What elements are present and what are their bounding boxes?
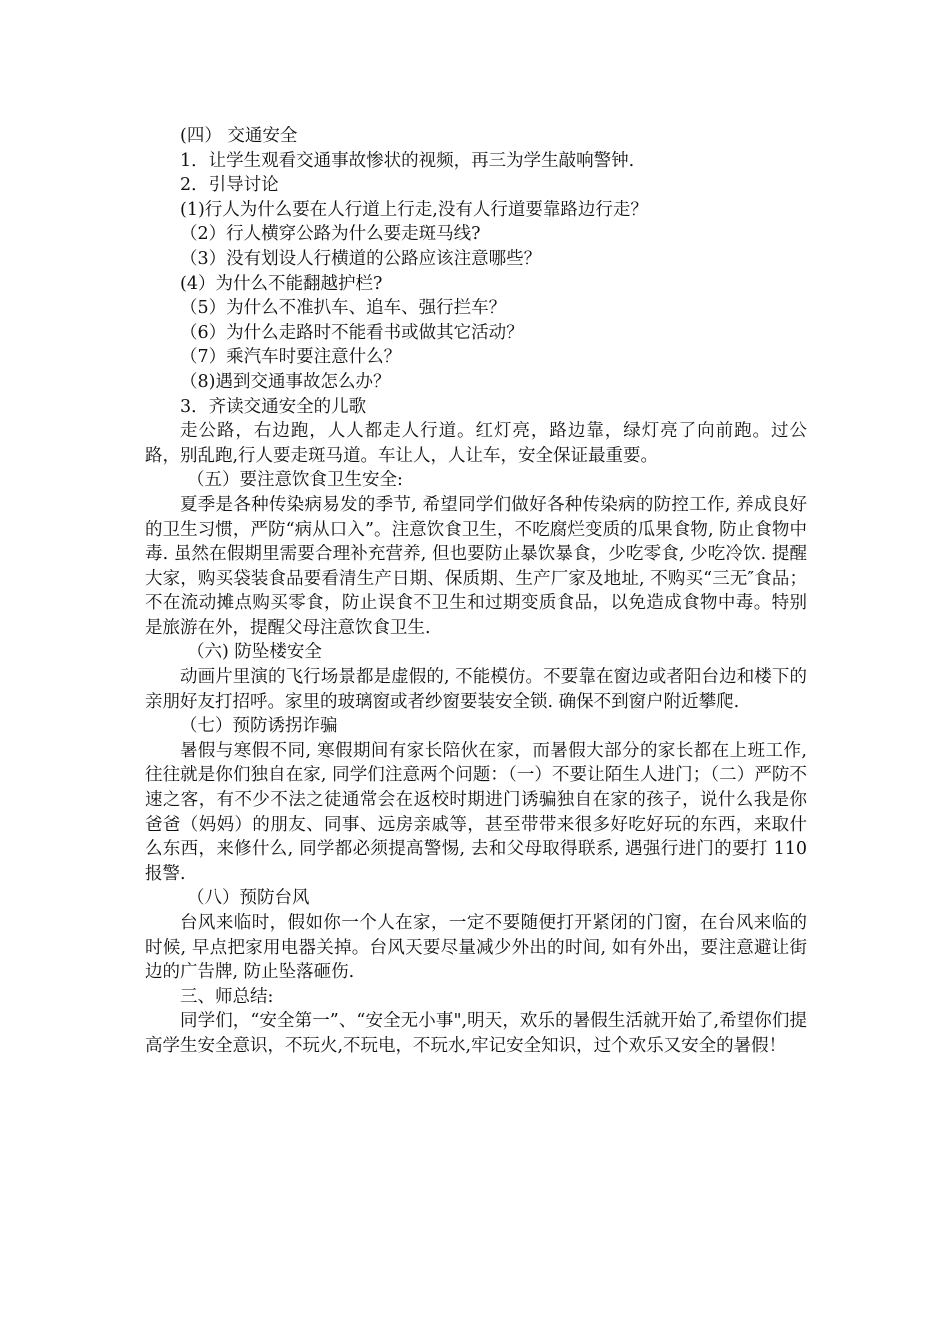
fraud-body: 暑假与寒假不同, 寒假期间有家长陪伙在家，而暑假大部分的家长都在上班工作, 往往就是你们独自在家, 同学们注意两个问题：（一）不要让陌生人进门；（二）严防不速之客，有不少不法之徒通常会在返校时期进门诱骗独自在家的孩子，说什么我是你爸爸（妈妈）的朋友、同事、远房亲戚等，甚至带带来很多好吃好玩的东西，来取什么东西，来修什么, 同学都必须提高警惕, 去和父母取得联系, 遇强行进门的要打 110 报警. (145, 740, 807, 884)
section-heading-fraud: （七）预防诱拐诈骗 (180, 716, 338, 737)
traffic-question-8: （8)遇到交通事故怎么办？ (180, 371, 391, 392)
traffic-question-5: （5）为什么不准扒车、追车、强行拦车？ (180, 298, 507, 319)
traffic-question-4: (4）为什么不能翻越护栏? (180, 273, 383, 294)
section-heading-traffic: (四） 交通安全 (180, 126, 298, 146)
section-heading-fall: （六) 防坠楼安全 (187, 642, 322, 663)
traffic-question-7: （7）乘汽车时要注意什么？ (180, 347, 402, 368)
section-heading-food: （五）要注意饮食卫生安全: (187, 470, 403, 491)
section-heading-typhoon: （八）预防台风 (187, 888, 310, 909)
traffic-item-3: 3．齐读交通安全的儿歌 (180, 396, 367, 417)
traffic-question-2: （2）行人横穿公路为什么要走斑马线? (180, 224, 481, 245)
section-heading-summary: 三、师总结: (180, 986, 274, 1007)
traffic-question-6: （6）为什么走路时不能看书或做其它活动？ (180, 322, 524, 343)
food-body: 夏季是各种传染病易发的季节, 希望同学们做好各种传染病的防控工作, 养成良好的卫生习惯，严防“病从口入”。注意饮食卫生，不吃腐烂变质的瓜果食物, 防止食物中毒. 虽然在假期里需要合理补充营养, 但也要防止暴饮暴食，少吃零食, 少吃冷饮. 提醒大家，购买袋装食品要看清生产日期、保质期、生产厂家及地址, 不购买“三无″食品；不在流动摊点购买零食，防止误食不卫生和过期变质食品，以免造成食物中毒。特别是旅游在外，提醒父母注意饮食卫生. (145, 494, 807, 638)
document-body (145, 124, 807, 1059)
traffic-item-2: 2．引导讨论 (180, 175, 279, 196)
traffic-question-3: （3）没有划设人行横道的公路应该注意哪些？ (180, 248, 542, 269)
summary-body: 同学们，“安全第一”、“安全无小事",明天，欢乐的暑假生活就开始了,希望你们提高学生安全意识，不玩火,不玩电，不玩水,牢记安全知识，过个欢乐又安全的暑假！ (145, 1011, 807, 1056)
traffic-rhyme: 走公路，右边跑，人人都走人行道。红灯亮，路边靠，绿灯亮了向前跑。过公路，别乱跑,行人要走斑马道。车让人，人让车，安全保证最重要。 (145, 421, 807, 466)
typhoon-body: 台风来临时，假如你一个人在家，一定不要随便打开紧闭的门窗，在台风来临的时候, 早点把家用电器关掉。台风天要尽量减少外出的时间, 如有外出，要注意避让街边的广告牌, 防止坠落砸伤. (145, 913, 807, 983)
traffic-item-1: 1．让学生观看交通事故惨状的视频，再三为学生敲响警钟. (180, 150, 635, 171)
fall-body: 动画片里演的飞行场景都是虚假的, 不能模仿。不要靠在窗边或者阳台边和楼下的亲朋好友打招呼。家里的玻璃窗或者纱窗要装安全锁. 确保不到窗户附近攀爬. (145, 667, 807, 712)
traffic-question-1: (1)行人为什么要在人行道上行走,没有人行道要靠路边行走？ (180, 199, 648, 220)
